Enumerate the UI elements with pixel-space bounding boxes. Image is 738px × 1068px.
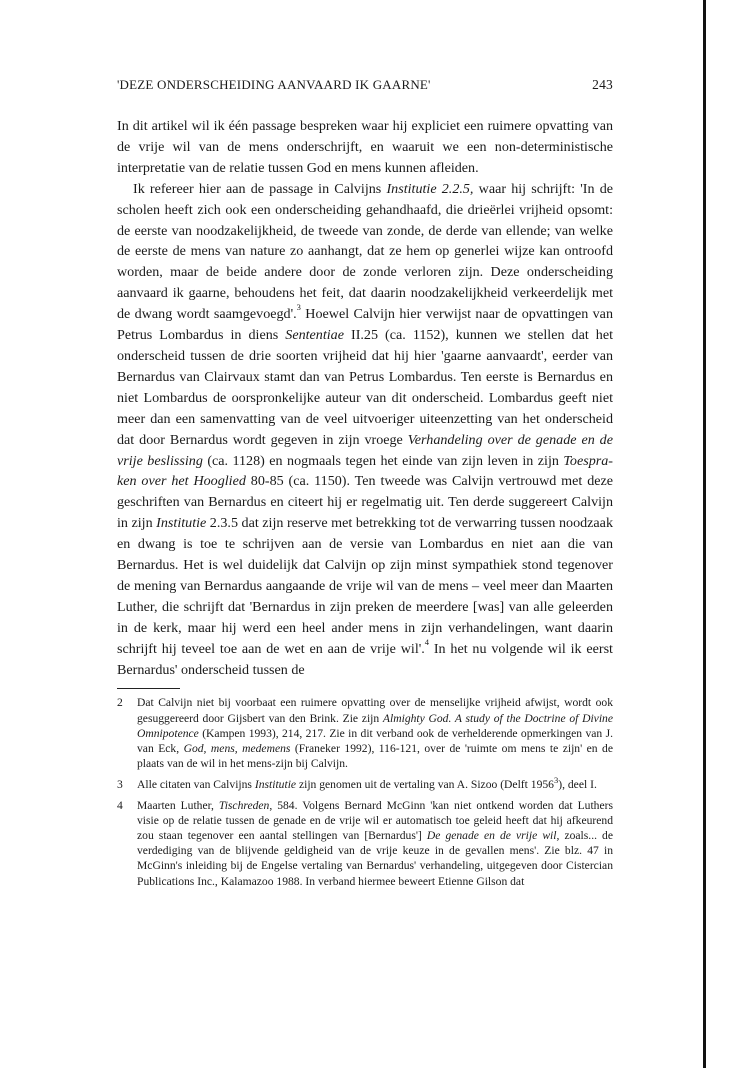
page-edge-bar [703, 0, 706, 1068]
fn4-text-a: Maarten Luther, [137, 799, 219, 813]
running-header [117, 77, 613, 99]
footnote-2 [117, 695, 613, 770]
footnote-number: 2 [117, 696, 123, 710]
fn3-italic-title: Institutie [254, 777, 297, 791]
fn2-italic-title: Almighty God. A study of the Doctrine of Divine Omnipotence [137, 711, 613, 740]
p2-italic-institutie: Institutie 2.2.5, [386, 180, 474, 197]
page-number: 243 [592, 77, 613, 92]
p2-text-2: waar hij schrijft: 'In de scholen heeft zich ook een onderscheiding gehandhaafd, die drieërlei vrijheid opsomt: de eerste van noodzakelijkheid, de tweede van zonde, de derde van ellende; van welke de eerste de mens van nature zo aanhangt, dat ze hem op generlei wijze kan ontroofd worden, maar de beide andere door de zonde verloren zijn. Deze onderscheiding aanvaard ik gaarne, behoudens het feit, dat daarin noodzakelijkheid verkeerdelijk met de dwang wordt saamgevoegd'. [117, 180, 614, 323]
fn2-text-c: (Franeker 1992), 116-121, over de 'ruimte om mens te zijn' en de plaats van de wil in het mens-zijn bij Calvijn. [137, 741, 613, 770]
footnote-number: 4 [117, 799, 123, 813]
paragraph-1: In dit artikel wil ik één passage bespreken waar hij expliciet een ruimere opvatting van de vrije wil van de mens onderschrijft, en waaruit we een non-deterministische interpretatie van de relatie tussen God en mens kunnen afleiden. [117, 118, 613, 176]
p2-text-8: In het nu volgende wil ik eerst Bernardus' onderscheid tussen de [117, 640, 613, 678]
p2-italic-verhandeling: Verhandeling over de genade en de vrije beslissing [117, 431, 613, 469]
footnote-ref-3: 3 [296, 302, 301, 313]
running-title: 'DEZE ONDERSCHEIDING AANVAARD IK GAARNE' [117, 77, 431, 92]
footnote-number: 3 [117, 777, 123, 791]
p2-text-6: 80-85 (ca. 1150). Ten tweede was Calvijn vertrouwd met deze geschriften van Bernardus en citeert hij er regelmatig uit. Ten derde suggereert Calvijn in zijn [117, 473, 614, 532]
footnote-3 [117, 774, 613, 792]
fn4-text-c: zoals... de verdediging van de blijvende geldigheid van de vrije keuze in de gevallen mens'. Zie blz. 47 in McGinn's inleiding bij de Engelse vertaling van Bernardus' verhandeling, uitgegeven door Cistercian Publications Inc., Kalamazoo 1988. In verband hiermee beweert Etienne Gilson dat [137, 829, 614, 888]
p2-italic-toespraken: Toespraken over het Hooglied [117, 452, 613, 490]
fn4-italic-title: Tischreden [218, 799, 270, 813]
fn4-text-b: , 584. Volgens Bernard McGinn 'kan niet ontkend worden dat Luthers visie op de relatie tussen de genade en de vrije wil er automatisch toe geleid heeft dat hij afkeurend zou staan tegenover een aantal stellingen van [Bernardus'] [137, 799, 613, 843]
fn2-text-a: Dat Calvijn niet bij voorbaat een ruimere opvatting over de menselijke vrijheid afwijst, wordt ook gesuggereerd door Gijsbert van den Brink. Zie zijn [137, 696, 613, 725]
fn3-text-b: zijn genomen uit de vertaling van A. Sizoo (Delft 1956 [296, 777, 554, 791]
p2-text-4: II.25 (ca. 1152), kunnen we stellen dat het onderscheid tussen de drie soorten vrijheid dat hij hier 'gaarne aanvaardt', eerder van Bernardus van Clairvaux stamt dan van Petrus Lombardus. Ten eerste is Bernardus en niet Lombardus de oorspronkelijke auteur van dit onderscheid. Lombardus geeft niet meer dan een samenvatting van de veel uitvoeriger uiteenzetting van het onderscheid dat door Bernardus wordt gegeven in zijn vroege [117, 327, 614, 448]
footnote-ref-4: 4 [424, 636, 430, 647]
fn3-text-c: ), deel I. [558, 777, 597, 791]
footnote-text [137, 798, 613, 889]
p2-italic-sententiae: Sententiae [285, 327, 344, 344]
document-page [117, 77, 613, 895]
fn2-italic-title-2: God, mens, medemens [183, 741, 291, 755]
p2-italic-institutie-2: Institutie [156, 515, 207, 532]
footnote-separator [117, 688, 180, 689]
p2-text-1: Ik refereer hier aan de passage in Calvijns [133, 180, 387, 197]
fn2-text-b: (Kampen 1993), 214, 217. Zie in dit verband ook de verhelderende opmerkingen van J. van Eck, [137, 726, 613, 755]
footnote-4 [117, 798, 613, 889]
p2-text-7: 2.3.5 dat zijn reserve met betrekking tot de verwarring tussen noodzaak en dwang is toe te schrijven aan de versie van Lombardus en niet aan die van Bernardus. Het is wel duidelijk dat Calvijn op zijn minst sympathiek stond tegenover de mening van Bernardus aangaande de vrije wil van de mens – veel meer dan Maarten Luther, die schrijft dat 'Bernardus in zijn preken de meerdere [was] van alle geleerden in de kerk, maar hij werd een heel ander mens in zijn verhandelingen, want daarin schrijft hij teveel toe aan de wet en aan de vrije wil'. [117, 515, 613, 657]
fn4-italic-title-2: De genade en de vrije wil, [426, 829, 560, 843]
fn3-text-a: Alle citaten van Calvijns [137, 777, 255, 791]
footnote-text [137, 695, 613, 770]
p2-text-3: Hoewel Calvijn hier verwijst naar de opvattingen van Petrus Lombardus in diens [117, 306, 613, 344]
footnote-text [137, 774, 613, 792]
footnotes [117, 695, 613, 888]
body-text [117, 116, 613, 680]
fn3-edition-superscript: 3 [553, 774, 559, 785]
paragraph-2 [117, 179, 613, 681]
p2-text-5: (ca. 1128) en nogmaals tegen het einde van zijn leven in zijn [202, 452, 564, 469]
